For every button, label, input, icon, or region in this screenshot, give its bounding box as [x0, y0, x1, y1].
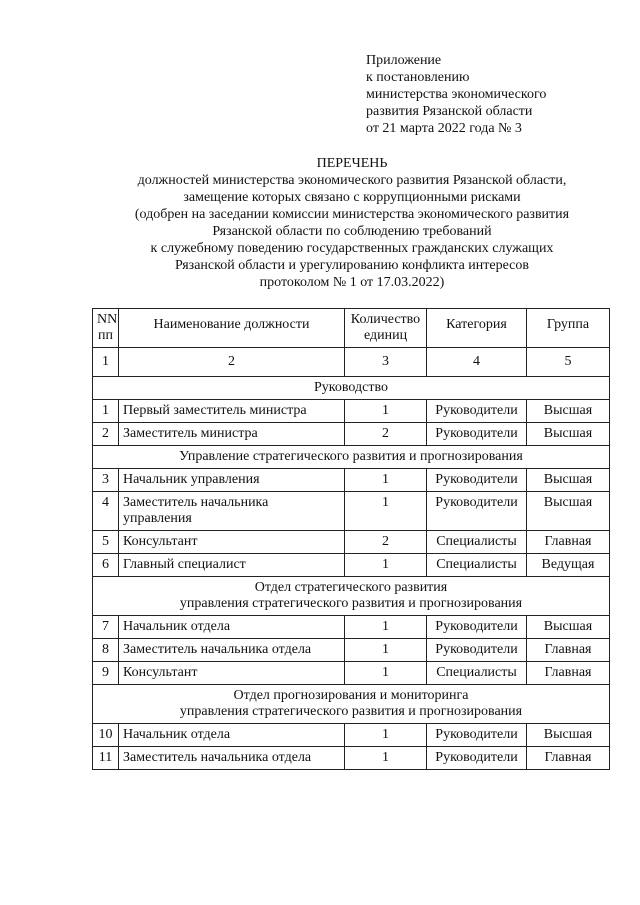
table-row	[93, 662, 610, 685]
column-number-row	[93, 348, 610, 377]
row-number: 10	[93, 724, 119, 747]
position-group: Высшая	[527, 423, 610, 446]
header-num-line: NN	[97, 312, 118, 327]
table-row	[93, 639, 610, 662]
position-group: Высшая	[527, 492, 610, 531]
column-number: 3	[345, 348, 427, 377]
row-number: 2	[93, 423, 119, 446]
document-title	[92, 155, 612, 291]
row-number: 7	[93, 616, 119, 639]
table-row	[93, 469, 610, 492]
section-title-line: Руководство	[314, 380, 388, 395]
position-quantity: 1	[345, 662, 427, 685]
position-category: Руководители	[427, 724, 527, 747]
position-quantity: 2	[345, 531, 427, 554]
position-category: Руководители	[427, 423, 527, 446]
row-number: 9	[93, 662, 119, 685]
position-name: Начальник управления	[119, 469, 345, 492]
appendix-line: министерства экономического	[366, 87, 547, 102]
appendix-line: Приложение	[366, 53, 442, 68]
position-name: Первый заместитель министра	[119, 400, 345, 423]
position-name: Начальник отдела	[119, 724, 345, 747]
title-heading: ПЕРЕЧЕНЬ	[316, 156, 388, 171]
section-title-line: Отдел стратегического развития	[254, 580, 448, 595]
row-number: 6	[93, 554, 119, 577]
appendix-line: развития Рязанской области	[366, 104, 533, 119]
header-num-line: пп	[98, 328, 113, 343]
table-row	[93, 492, 610, 531]
header-qty-line: Количество	[350, 312, 421, 327]
title-line: Рязанской области и урегулированию конфликта интересов	[174, 258, 530, 273]
position-group: Высшая	[527, 469, 610, 492]
position-name: Главный специалист	[119, 554, 345, 577]
section-title	[93, 577, 610, 616]
table-row	[93, 747, 610, 770]
position-name: Консультант	[119, 531, 345, 554]
section-title-line: управления стратегического развития и прогнозирования	[179, 704, 523, 719]
position-name: Заместитель начальника отдела	[119, 639, 345, 662]
row-number: 11	[93, 747, 119, 770]
row-number: 8	[93, 639, 119, 662]
position-category: Руководители	[427, 747, 527, 770]
position-group: Высшая	[527, 616, 610, 639]
row-number: 3	[93, 469, 119, 492]
positions-table	[92, 308, 610, 770]
section-title-line: управления стратегического развития и прогнозирования	[179, 596, 523, 611]
position-quantity: 1	[345, 747, 427, 770]
table-row	[93, 423, 610, 446]
title-line: к служебному поведению государственных гражданских служащих	[150, 241, 554, 256]
position-quantity: 1	[345, 469, 427, 492]
column-number: 4	[427, 348, 527, 377]
table-row	[93, 554, 610, 577]
row-number: 5	[93, 531, 119, 554]
position-group: Главная	[527, 747, 610, 770]
title-line: замещение которых связано с коррупционными рисками	[183, 190, 521, 205]
header-qty-line: единиц	[363, 328, 408, 343]
header-name: Наименование должности	[119, 309, 345, 348]
position-group: Высшая	[527, 400, 610, 423]
position-category: Специалисты	[427, 531, 527, 554]
position-category: Руководители	[427, 616, 527, 639]
section-row	[93, 446, 610, 469]
section-title	[93, 377, 610, 400]
column-number: 5	[527, 348, 610, 377]
row-number: 1	[93, 400, 119, 423]
position-group: Ведущая	[527, 554, 610, 577]
position-name: Заместитель министра	[119, 423, 345, 446]
section-title	[93, 446, 610, 469]
position-group: Главная	[527, 531, 610, 554]
table-header-row	[93, 309, 610, 348]
position-quantity: 1	[345, 492, 427, 531]
header-category: Категория	[427, 309, 527, 348]
position-category: Руководители	[427, 400, 527, 423]
position-group: Высшая	[527, 724, 610, 747]
position-category: Руководители	[427, 492, 527, 531]
section-row	[93, 377, 610, 400]
position-quantity: 1	[345, 724, 427, 747]
title-line: Рязанской области по соблюдению требований	[212, 224, 492, 239]
header-qty	[345, 309, 427, 348]
title-line: должностей министерства экономического развития Рязанской области,	[137, 173, 567, 188]
position-name: Заместитель начальника управления	[119, 492, 345, 531]
position-name: Консультант	[119, 662, 345, 685]
section-title	[93, 685, 610, 724]
section-title-line: Управление стратегического развития и прогнозирования	[179, 449, 523, 464]
title-line: (одобрен на заседании комиссии министерства экономического развития	[134, 207, 570, 222]
section-row	[93, 685, 610, 724]
position-name: Начальник отдела	[119, 616, 345, 639]
position-quantity: 1	[345, 616, 427, 639]
row-number: 4	[93, 492, 119, 531]
header-group: Группа	[527, 309, 610, 348]
position-category: Руководители	[427, 639, 527, 662]
position-quantity: 1	[345, 400, 427, 423]
column-number: 2	[119, 348, 345, 377]
position-category: Специалисты	[427, 554, 527, 577]
position-category: Специалисты	[427, 662, 527, 685]
position-group: Главная	[527, 662, 610, 685]
appendix-line: от 21 марта 2022 года № 3	[366, 121, 522, 136]
column-number: 1	[93, 348, 119, 377]
section-row	[93, 577, 610, 616]
position-quantity: 2	[345, 423, 427, 446]
appendix-block	[366, 52, 546, 137]
position-quantity: 1	[345, 554, 427, 577]
table-row	[93, 616, 610, 639]
appendix-line: к постановлению	[366, 70, 470, 85]
position-name: Заместитель начальника отдела	[119, 747, 345, 770]
position-group: Главная	[527, 639, 610, 662]
table-row	[93, 724, 610, 747]
section-title-line: Отдел прогнозирования и мониторинга	[233, 688, 469, 703]
title-line: протоколом № 1 от 17.03.2022)	[259, 275, 445, 290]
position-quantity: 1	[345, 639, 427, 662]
table-row	[93, 531, 610, 554]
header-num	[93, 309, 119, 348]
position-category: Руководители	[427, 469, 527, 492]
table-row	[93, 400, 610, 423]
